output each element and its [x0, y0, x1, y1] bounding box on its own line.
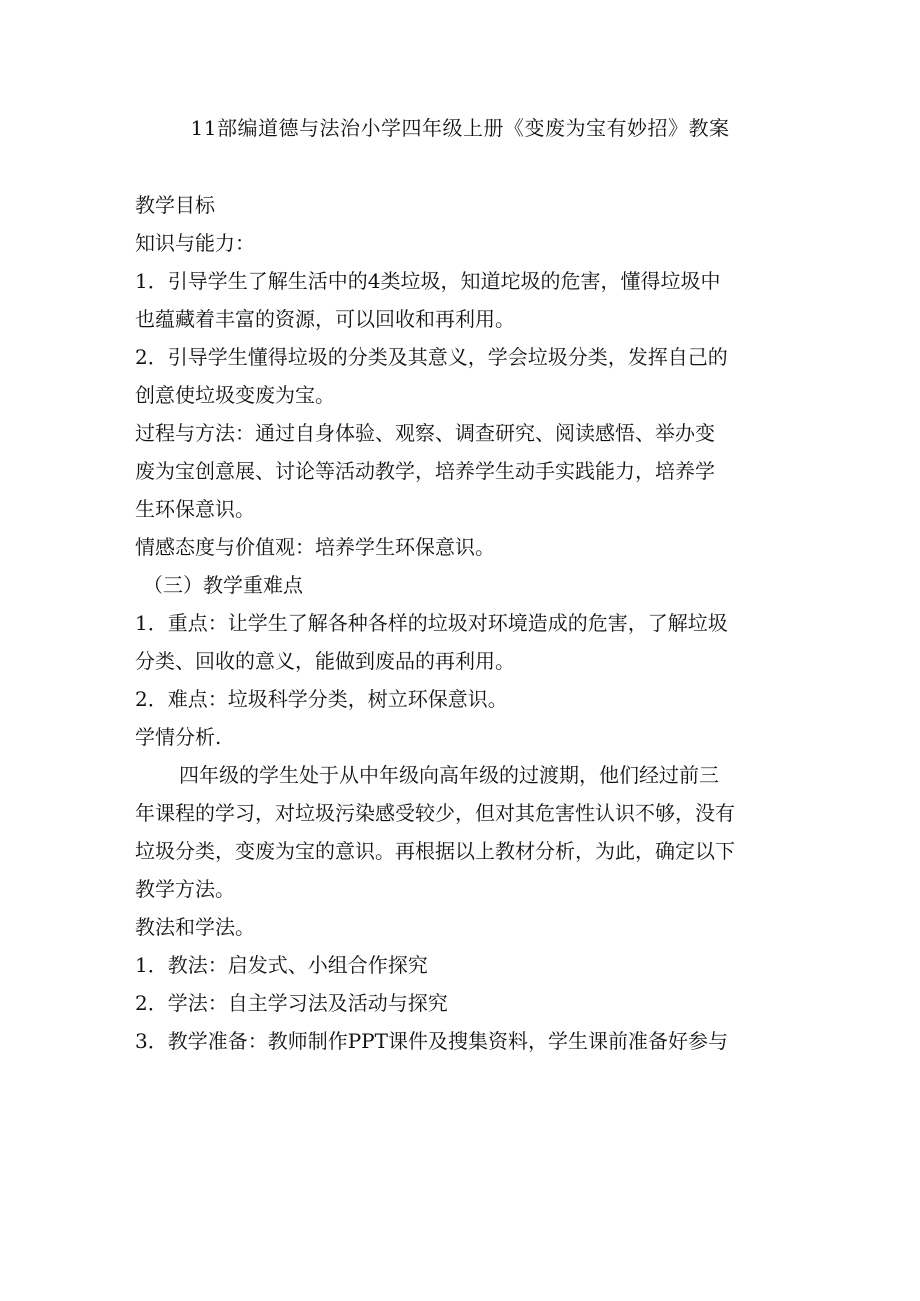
paragraph-line: 2．学法：自主学习法及活动与探究: [135, 991, 448, 1015]
subheading-knowledge-ability: 知识与能力：: [135, 231, 255, 255]
paragraph-line: 1．教法：启发式、小组合作探究: [135, 953, 428, 977]
heading-key-difficulties: （三）教学重难点: [143, 573, 303, 597]
paragraph-line: 四年级的学生处于从中年级向高年级的过渡期，他们经过前三: [179, 763, 719, 787]
document-body: [135, 192, 795, 1066]
paragraph-line: 教学方法。: [135, 877, 235, 901]
heading-methods: 教法和学法。: [135, 915, 255, 939]
paragraph-line: 分类、回收的意义，能做到废品的再利用。: [135, 649, 515, 673]
heading-teaching-goals: 教学目标: [135, 193, 215, 217]
heading-student-analysis: 学情分析.: [135, 725, 222, 749]
paragraph-line: 3．教学准备：教师制作PPT课件及搜集资料，学生课前准备好参与: [135, 1029, 728, 1053]
paragraph-line: 2．引导学生懂得垃圾的分类及其意义，学会垃圾分类，发挥自己的: [135, 345, 728, 369]
paragraph-line: 创意使垃圾变废为宝。: [135, 383, 335, 407]
paragraph-line: 也蕴藏着丰富的资源，可以回收和再利用。: [135, 307, 515, 331]
paragraph-line: 年课程的学习，对垃圾污染感受较少，但对其危害性认识不够，没有: [135, 801, 735, 825]
paragraph-line: 生环保意识。: [135, 497, 255, 521]
paragraph-line: 1．引导学生了解生活中的4类垃圾，知道坨圾的危害，懂得垃圾中: [135, 269, 721, 293]
paragraph-line: 过程与方法：通过自身体验、观察、调查研究、阅读感悟、举办变: [135, 421, 715, 445]
paragraph-line: 垃圾分类，变废为宝的意识。再根据以上教材分析，为此，确定以下: [135, 839, 735, 863]
paragraph-line: 废为宝创意展、讨论等活动教学，培养学生动手实践能力，培养学: [135, 459, 715, 483]
paragraph-line: 1．重点：让学生了解各种各样的垃圾对环境造成的危害，了解垃圾: [135, 611, 728, 635]
document-title: 11部编道德与法治小学四年级上册《变废为宝有妙招》教案: [190, 116, 730, 140]
paragraph-line: 2．难点：垃圾科学分类，树立环保意识。: [135, 687, 508, 711]
paragraph-line: 情感态度与价值观：培养学生环保意识。: [135, 535, 495, 559]
